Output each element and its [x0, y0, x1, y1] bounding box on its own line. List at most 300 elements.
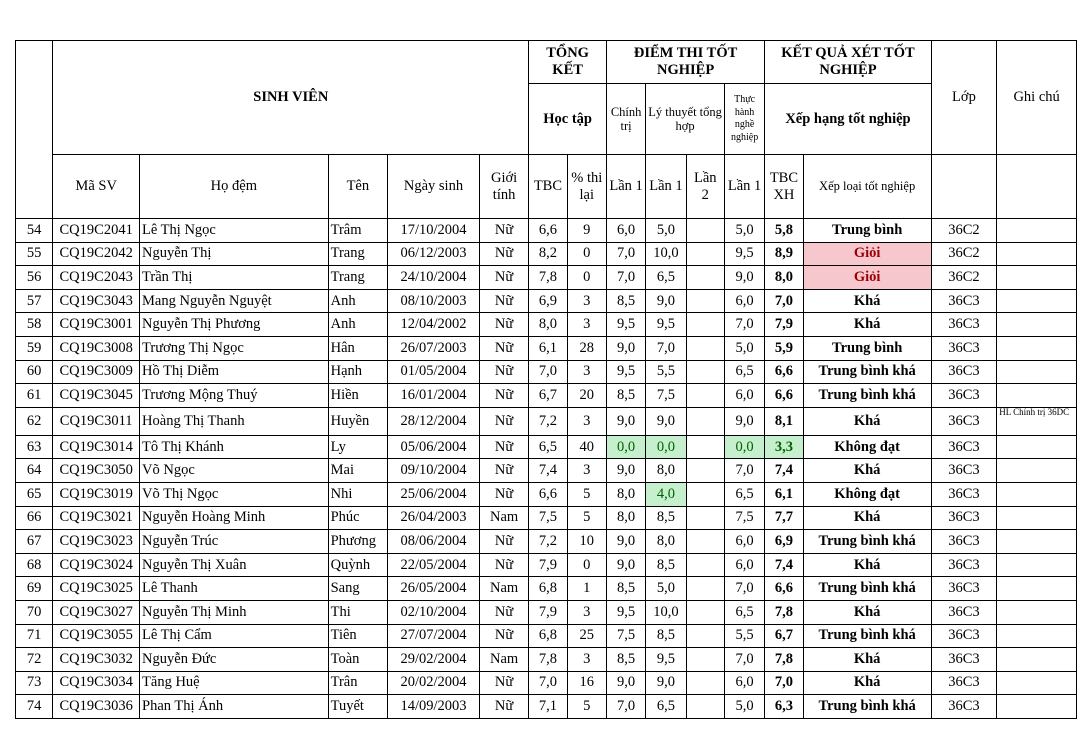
- cell-pct-thi-lai: 5: [567, 506, 606, 530]
- cell-tbc-xh: 7,8: [765, 600, 803, 624]
- cell-ly-thuyet-lan2: [686, 435, 724, 459]
- cell-stt: 65: [16, 482, 53, 506]
- cell-stt: 55: [16, 242, 53, 266]
- table-row: [16, 336, 1077, 360]
- cell-ten: Phương: [328, 530, 388, 554]
- cell-thuc-hanh: 6,5: [724, 600, 764, 624]
- cell-thuc-hanh: 6,0: [724, 289, 764, 313]
- cell-xep-loai: Trung bình khá: [803, 360, 931, 384]
- cell-xep-loai: Không đạt: [803, 482, 931, 506]
- cell-ho-dem: Nguyễn Thị Minh: [140, 600, 329, 624]
- col-xep-loai: Xếp loại tốt nghiệp: [803, 155, 931, 219]
- cell-tbc: 7,9: [529, 553, 567, 577]
- cell-tbc: 7,2: [529, 407, 567, 435]
- cell-tbc-xh: 8,0: [765, 266, 803, 290]
- table-row: [16, 266, 1077, 290]
- cell-ngay-sinh: 27/07/2004: [388, 624, 480, 648]
- cell-tbc-xh: 6,7: [765, 624, 803, 648]
- cell-ngay-sinh: 12/04/2002: [388, 313, 480, 337]
- cell-ngay-sinh: 01/05/2004: [388, 360, 480, 384]
- table-row: [16, 459, 1077, 483]
- cell-ghi-chu: [997, 384, 1077, 408]
- cell-stt: 69: [16, 577, 53, 601]
- cell-ly-thuyet-lan2: [686, 459, 724, 483]
- cell-chinh-tri: 9,5: [606, 313, 645, 337]
- cell-xep-loai: Trung bình khá: [803, 384, 931, 408]
- cell-stt: 72: [16, 648, 53, 672]
- cell-ngay-sinh: 25/06/2004: [388, 482, 480, 506]
- cell-ten: Phúc: [328, 506, 388, 530]
- cell-stt: 70: [16, 600, 53, 624]
- table-row: [16, 671, 1077, 695]
- cell-ma-sv: CQ19C3019: [53, 482, 140, 506]
- cell-ly-thuyet-lan2: [686, 219, 724, 243]
- col-lan1-th: Lần 1: [724, 155, 764, 219]
- cell-tbc: 7,8: [529, 266, 567, 290]
- table-row: [16, 530, 1077, 554]
- cell-ghi-chu: [997, 553, 1077, 577]
- cell-pct-thi-lai: 5: [567, 695, 606, 719]
- cell-tbc-xh: 5,9: [765, 336, 803, 360]
- cell-gioi-tinh: Nam: [479, 577, 528, 601]
- cell-tbc: 6,9: [529, 289, 567, 313]
- cell-chinh-tri: 8,0: [606, 506, 645, 530]
- cell-ho-dem: Hồ Thị Diễm: [140, 360, 329, 384]
- cell-ly-thuyet-lan1: 9,5: [646, 648, 686, 672]
- col-ghi-chu-spacer: [997, 155, 1077, 219]
- cell-stt: 57: [16, 289, 53, 313]
- cell-tbc: 7,2: [529, 530, 567, 554]
- cell-ghi-chu: [997, 242, 1077, 266]
- header-chinh-tri: Chính trị: [606, 84, 645, 155]
- table-row: [16, 482, 1077, 506]
- cell-thuc-hanh: 9,0: [724, 266, 764, 290]
- cell-lop: 36C3: [931, 600, 997, 624]
- cell-ma-sv: CQ19C3032: [53, 648, 140, 672]
- cell-ghi-chu: HL Chính trị 36DC: [997, 407, 1077, 435]
- cell-chinh-tri: 9,0: [606, 407, 645, 435]
- cell-chinh-tri: 7,5: [606, 624, 645, 648]
- cell-lop: 36C3: [931, 671, 997, 695]
- cell-tbc-xh: 7,0: [765, 671, 803, 695]
- cell-thuc-hanh: 7,5: [724, 506, 764, 530]
- cell-gioi-tinh: Nữ: [479, 459, 528, 483]
- cell-pct-thi-lai: 3: [567, 360, 606, 384]
- table-row: [16, 506, 1077, 530]
- cell-lop: 36C3: [931, 624, 997, 648]
- cell-ghi-chu: [997, 435, 1077, 459]
- cell-ho-dem: Hoàng Thị Thanh: [140, 407, 329, 435]
- cell-pct-thi-lai: 3: [567, 600, 606, 624]
- cell-xep-loai: Khá: [803, 648, 931, 672]
- cell-tbc-xh: 7,0: [765, 289, 803, 313]
- graduation-results-table: [15, 40, 1077, 719]
- cell-pct-thi-lai: 0: [567, 266, 606, 290]
- cell-stt: 73: [16, 671, 53, 695]
- cell-tbc-xh: 3,3: [765, 435, 803, 459]
- cell-pct-thi-lai: 28: [567, 336, 606, 360]
- cell-ngay-sinh: 29/02/2004: [388, 648, 480, 672]
- cell-xep-loai: Khá: [803, 459, 931, 483]
- cell-stt: 61: [16, 384, 53, 408]
- cell-ho-dem: Phan Thị Ánh: [140, 695, 329, 719]
- cell-tbc: 7,0: [529, 671, 567, 695]
- cell-gioi-tinh: Nữ: [479, 219, 528, 243]
- cell-thuc-hanh: 9,0: [724, 407, 764, 435]
- cell-ly-thuyet-lan1: 6,5: [646, 695, 686, 719]
- cell-ly-thuyet-lan2: [686, 695, 724, 719]
- cell-ngay-sinh: 06/12/2003: [388, 242, 480, 266]
- cell-ly-thuyet-lan1: 9,0: [646, 407, 686, 435]
- cell-thuc-hanh: 5,0: [724, 336, 764, 360]
- cell-ly-thuyet-lan1: 5,5: [646, 360, 686, 384]
- cell-pct-thi-lai: 3: [567, 459, 606, 483]
- cell-xep-loai: Trung bình khá: [803, 577, 931, 601]
- cell-pct-thi-lai: 16: [567, 671, 606, 695]
- cell-ten: Nhi: [328, 482, 388, 506]
- cell-thuc-hanh: 9,5: [724, 242, 764, 266]
- cell-ly-thuyet-lan2: [686, 360, 724, 384]
- cell-ten: Ly: [328, 435, 388, 459]
- cell-ngay-sinh: 26/04/2003: [388, 506, 480, 530]
- cell-ghi-chu: [997, 600, 1077, 624]
- cell-gioi-tinh: Nữ: [479, 266, 528, 290]
- cell-thuc-hanh: 5,5: [724, 624, 764, 648]
- student-rows: [16, 219, 1077, 719]
- col-ngay-sinh: Ngày sinh: [388, 155, 480, 219]
- cell-stt: 64: [16, 459, 53, 483]
- cell-ly-thuyet-lan2: [686, 506, 724, 530]
- cell-ly-thuyet-lan1: 8,0: [646, 459, 686, 483]
- cell-chinh-tri: 9,0: [606, 553, 645, 577]
- cell-ten: Hạnh: [328, 360, 388, 384]
- cell-xep-loai: Khá: [803, 407, 931, 435]
- cell-chinh-tri: 9,5: [606, 600, 645, 624]
- cell-ten: Anh: [328, 289, 388, 313]
- cell-lop: 36C2: [931, 266, 997, 290]
- col-lan2-lt: Lần 2: [686, 155, 724, 219]
- cell-gioi-tinh: Nữ: [479, 336, 528, 360]
- cell-lop: 36C3: [931, 577, 997, 601]
- cell-xep-loai: Giỏi: [803, 266, 931, 290]
- table-row: [16, 600, 1077, 624]
- cell-lop: 36C3: [931, 336, 997, 360]
- cell-tbc-xh: 8,1: [765, 407, 803, 435]
- cell-ghi-chu: [997, 577, 1077, 601]
- cell-xep-loai: Khá: [803, 600, 931, 624]
- cell-ghi-chu: [997, 336, 1077, 360]
- cell-ly-thuyet-lan1: 7,5: [646, 384, 686, 408]
- header-lop: Lớp: [931, 41, 997, 155]
- table-row: [16, 407, 1077, 435]
- cell-chinh-tri: 9,0: [606, 459, 645, 483]
- cell-ly-thuyet-lan1: 9,0: [646, 289, 686, 313]
- cell-pct-thi-lai: 5: [567, 482, 606, 506]
- cell-ho-dem: Nguyễn Đức: [140, 648, 329, 672]
- cell-thuc-hanh: 5,0: [724, 695, 764, 719]
- cell-tbc: 7,4: [529, 459, 567, 483]
- cell-ly-thuyet-lan1: 4,0: [646, 482, 686, 506]
- cell-ly-thuyet-lan1: 9,5: [646, 313, 686, 337]
- cell-gioi-tinh: Nữ: [479, 671, 528, 695]
- cell-ho-dem: Trương Mộng Thuý: [140, 384, 329, 408]
- cell-gioi-tinh: Nữ: [479, 289, 528, 313]
- table-row: [16, 648, 1077, 672]
- cell-chinh-tri: 8,5: [606, 577, 645, 601]
- cell-ghi-chu: [997, 360, 1077, 384]
- cell-tbc: 6,6: [529, 482, 567, 506]
- cell-ly-thuyet-lan1: 9,0: [646, 671, 686, 695]
- cell-ghi-chu: [997, 648, 1077, 672]
- cell-ho-dem: Lê Thị Cẩm: [140, 624, 329, 648]
- cell-tbc: 7,1: [529, 695, 567, 719]
- cell-chinh-tri: 8,5: [606, 648, 645, 672]
- cell-ngay-sinh: 02/10/2004: [388, 600, 480, 624]
- cell-ho-dem: Trương Thị Ngọc: [140, 336, 329, 360]
- cell-gioi-tinh: Nữ: [479, 407, 528, 435]
- col-ma-sv: Mã SV: [53, 155, 140, 219]
- cell-ma-sv: CQ19C3014: [53, 435, 140, 459]
- cell-stt: 60: [16, 360, 53, 384]
- cell-lop: 36C3: [931, 482, 997, 506]
- cell-lop: 36C3: [931, 407, 997, 435]
- table-row: [16, 384, 1077, 408]
- header-sinh-vien: SINH VIÊN: [53, 41, 529, 155]
- table-row: [16, 577, 1077, 601]
- cell-lop: 36C3: [931, 553, 997, 577]
- cell-lop: 36C3: [931, 506, 997, 530]
- cell-ghi-chu: [997, 313, 1077, 337]
- cell-tbc-xh: 6,1: [765, 482, 803, 506]
- cell-ngay-sinh: 24/10/2004: [388, 266, 480, 290]
- cell-gioi-tinh: Nữ: [479, 695, 528, 719]
- cell-ngay-sinh: 05/06/2004: [388, 435, 480, 459]
- table-row: [16, 624, 1077, 648]
- header-diem-thi: ĐIỂM THI TỐT NGHIỆP: [606, 41, 764, 84]
- cell-chinh-tri: 8,0: [606, 482, 645, 506]
- cell-chinh-tri: 7,0: [606, 266, 645, 290]
- header-hoc-tap: Học tập: [529, 84, 607, 155]
- cell-ghi-chu: [997, 530, 1077, 554]
- cell-pct-thi-lai: 3: [567, 407, 606, 435]
- cell-stt: 74: [16, 695, 53, 719]
- cell-ten: Hân: [328, 336, 388, 360]
- cell-chinh-tri: 0,0: [606, 435, 645, 459]
- header-xep-hang: Xếp hạng tốt nghiệp: [765, 84, 931, 155]
- col-tbc-xh: TBC XH: [765, 155, 803, 219]
- cell-pct-thi-lai: 10: [567, 530, 606, 554]
- cell-ly-thuyet-lan2: [686, 577, 724, 601]
- cell-chinh-tri: 7,0: [606, 695, 645, 719]
- cell-ma-sv: CQ19C3043: [53, 289, 140, 313]
- cell-ho-dem: Trần Thị: [140, 266, 329, 290]
- cell-ghi-chu: [997, 624, 1077, 648]
- table-row: [16, 360, 1077, 384]
- cell-ghi-chu: [997, 459, 1077, 483]
- cell-lop: 36C3: [931, 530, 997, 554]
- cell-lop: 36C2: [931, 219, 997, 243]
- cell-gioi-tinh: Nam: [479, 648, 528, 672]
- cell-ho-dem: Nguyễn Thị Xuân: [140, 553, 329, 577]
- cell-xep-loai: Trung bình: [803, 336, 931, 360]
- cell-ly-thuyet-lan2: [686, 624, 724, 648]
- cell-lop: 36C3: [931, 435, 997, 459]
- cell-ghi-chu: [997, 266, 1077, 290]
- cell-ten: Trâm: [328, 219, 388, 243]
- cell-ten: Anh: [328, 313, 388, 337]
- cell-tbc: 6,8: [529, 577, 567, 601]
- header-ket-qua: KẾT QUẢ XÉT TỐT NGHIỆP: [765, 41, 931, 84]
- cell-ho-dem: Nguyễn Hoàng Minh: [140, 506, 329, 530]
- col-ten: Tên: [328, 155, 388, 219]
- cell-gioi-tinh: Nữ: [479, 624, 528, 648]
- cell-ho-dem: Lê Thị Ngọc: [140, 219, 329, 243]
- cell-tbc: 7,0: [529, 360, 567, 384]
- cell-ghi-chu: [997, 671, 1077, 695]
- cell-pct-thi-lai: 3: [567, 313, 606, 337]
- cell-ngay-sinh: 08/10/2003: [388, 289, 480, 313]
- col-lop-spacer: [931, 155, 997, 219]
- cell-stt: 62: [16, 407, 53, 435]
- cell-ma-sv: CQ19C3024: [53, 553, 140, 577]
- cell-ma-sv: CQ19C3036: [53, 695, 140, 719]
- cell-thuc-hanh: 7,0: [724, 313, 764, 337]
- cell-chinh-tri: 8,5: [606, 384, 645, 408]
- cell-stt: 63: [16, 435, 53, 459]
- cell-ho-dem: Nguyễn Thị Phương: [140, 313, 329, 337]
- cell-lop: 36C3: [931, 313, 997, 337]
- table-row: [16, 313, 1077, 337]
- cell-ma-sv: CQ19C3008: [53, 336, 140, 360]
- cell-xep-loai: Khá: [803, 289, 931, 313]
- cell-ly-thuyet-lan1: 8,5: [646, 506, 686, 530]
- cell-ly-thuyet-lan1: 8,5: [646, 553, 686, 577]
- cell-gioi-tinh: Nam: [479, 506, 528, 530]
- cell-gioi-tinh: Nữ: [479, 242, 528, 266]
- cell-ten: Hiền: [328, 384, 388, 408]
- cell-ten: Huyền: [328, 407, 388, 435]
- cell-tbc: 7,8: [529, 648, 567, 672]
- cell-ngay-sinh: 17/10/2004: [388, 219, 480, 243]
- cell-xep-loai: Không đạt: [803, 435, 931, 459]
- header-stt-spacer: [16, 41, 53, 219]
- cell-ma-sv: CQ19C3045: [53, 384, 140, 408]
- cell-tbc-xh: 7,4: [765, 459, 803, 483]
- cell-ten: Thi: [328, 600, 388, 624]
- cell-ho-dem: Võ Ngọc: [140, 459, 329, 483]
- cell-ly-thuyet-lan2: [686, 242, 724, 266]
- cell-xep-loai: Trung bình: [803, 219, 931, 243]
- cell-gioi-tinh: Nữ: [479, 600, 528, 624]
- cell-tbc-xh: 7,8: [765, 648, 803, 672]
- cell-chinh-tri: 9,5: [606, 360, 645, 384]
- cell-tbc-xh: 6,3: [765, 695, 803, 719]
- cell-ly-thuyet-lan2: [686, 553, 724, 577]
- cell-chinh-tri: 8,5: [606, 289, 645, 313]
- cell-ngay-sinh: 09/10/2004: [388, 459, 480, 483]
- cell-lop: 36C3: [931, 648, 997, 672]
- cell-ly-thuyet-lan1: 6,5: [646, 266, 686, 290]
- cell-ten: Trang: [328, 266, 388, 290]
- cell-ly-thuyet-lan1: 0,0: [646, 435, 686, 459]
- cell-stt: 58: [16, 313, 53, 337]
- cell-ly-thuyet-lan2: [686, 384, 724, 408]
- cell-ngay-sinh: 14/09/2003: [388, 695, 480, 719]
- cell-gioi-tinh: Nữ: [479, 360, 528, 384]
- cell-ly-thuyet-lan2: [686, 600, 724, 624]
- cell-ly-thuyet-lan1: 10,0: [646, 600, 686, 624]
- cell-xep-loai: Giỏi: [803, 242, 931, 266]
- cell-ma-sv: CQ19C3034: [53, 671, 140, 695]
- cell-ly-thuyet-lan1: 8,0: [646, 530, 686, 554]
- table-row: [16, 553, 1077, 577]
- cell-tbc-xh: 6,6: [765, 577, 803, 601]
- cell-ly-thuyet-lan2: [686, 530, 724, 554]
- cell-tbc-xh: 6,6: [765, 360, 803, 384]
- header-tong-ket: TỔNG KẾT: [529, 41, 607, 84]
- cell-pct-thi-lai: 3: [567, 289, 606, 313]
- cell-lop: 36C2: [931, 242, 997, 266]
- cell-chinh-tri: 9,0: [606, 336, 645, 360]
- cell-pct-thi-lai: 1: [567, 577, 606, 601]
- cell-ma-sv: CQ19C3011: [53, 407, 140, 435]
- cell-ma-sv: CQ19C3001: [53, 313, 140, 337]
- cell-ly-thuyet-lan1: 5,0: [646, 577, 686, 601]
- cell-tbc: 6,7: [529, 384, 567, 408]
- cell-thuc-hanh: 6,0: [724, 671, 764, 695]
- cell-ngay-sinh: 28/12/2004: [388, 407, 480, 435]
- cell-ngay-sinh: 22/05/2004: [388, 553, 480, 577]
- cell-chinh-tri: 9,0: [606, 530, 645, 554]
- cell-tbc-xh: 5,8: [765, 219, 803, 243]
- cell-pct-thi-lai: 25: [567, 624, 606, 648]
- col-tbc: TBC: [529, 155, 567, 219]
- cell-xep-loai: Khá: [803, 313, 931, 337]
- cell-tbc: 7,9: [529, 600, 567, 624]
- cell-gioi-tinh: Nữ: [479, 530, 528, 554]
- cell-ly-thuyet-lan2: [686, 648, 724, 672]
- cell-xep-loai: Khá: [803, 671, 931, 695]
- cell-tbc: 6,5: [529, 435, 567, 459]
- cell-tbc-xh: 7,9: [765, 313, 803, 337]
- cell-ho-dem: Nguyễn Thị: [140, 242, 329, 266]
- cell-ma-sv: CQ19C2041: [53, 219, 140, 243]
- cell-tbc: 8,2: [529, 242, 567, 266]
- cell-ngay-sinh: 20/02/2004: [388, 671, 480, 695]
- cell-ten: Sang: [328, 577, 388, 601]
- cell-xep-loai: Khá: [803, 553, 931, 577]
- cell-thuc-hanh: 6,5: [724, 482, 764, 506]
- cell-gioi-tinh: Nữ: [479, 435, 528, 459]
- cell-pct-thi-lai: 0: [567, 242, 606, 266]
- cell-tbc: 6,1: [529, 336, 567, 360]
- col-lan1-lt: Lần 1: [646, 155, 686, 219]
- cell-lop: 36C3: [931, 695, 997, 719]
- cell-gioi-tinh: Nữ: [479, 384, 528, 408]
- cell-stt: 71: [16, 624, 53, 648]
- cell-ly-thuyet-lan2: [686, 313, 724, 337]
- table-row: [16, 242, 1077, 266]
- cell-ghi-chu: [997, 482, 1077, 506]
- cell-thuc-hanh: 6,5: [724, 360, 764, 384]
- cell-ten: Tuyết: [328, 695, 388, 719]
- table-row: [16, 219, 1077, 243]
- cell-stt: 59: [16, 336, 53, 360]
- cell-thuc-hanh: 0,0: [724, 435, 764, 459]
- cell-tbc-xh: 7,4: [765, 553, 803, 577]
- cell-stt: 68: [16, 553, 53, 577]
- cell-pct-thi-lai: 3: [567, 648, 606, 672]
